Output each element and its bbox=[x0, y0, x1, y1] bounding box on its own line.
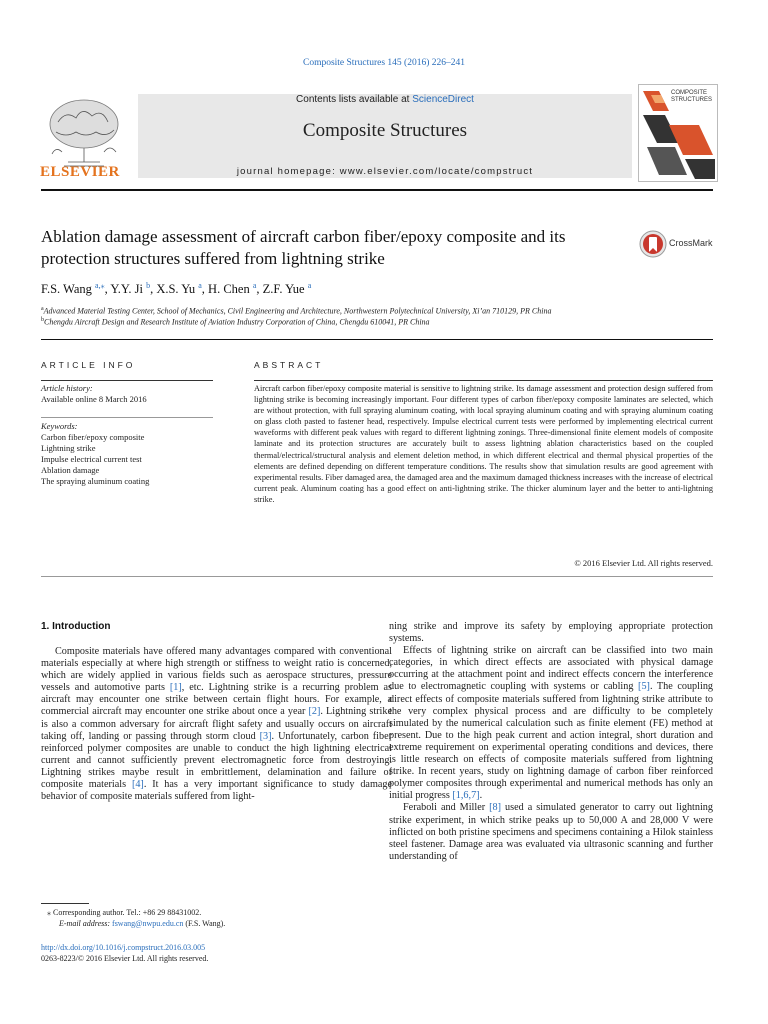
abstract-bottom-rule bbox=[41, 576, 713, 577]
author-affiliation-ref[interactable]: a bbox=[252, 281, 257, 290]
info-rule-1 bbox=[41, 380, 213, 381]
history-label: Article history: bbox=[41, 383, 93, 393]
sciencedirect-link[interactable]: ScienceDirect bbox=[412, 94, 474, 105]
body-text: Composite materials have offered many advantages compared with conventional materials especially at where high strength or stiffness to weight ratio is concerned, which are widely applied in various fields such as aerospace structures, pressure vessels and automotive parts bbox=[41, 646, 392, 694]
corresponding-author-line: ⁎ Corresponding author. Tel.: +86 29 88431002. bbox=[47, 908, 202, 917]
journal-name: Composite Structures bbox=[302, 120, 468, 141]
keyword: Carbon fiber/epoxy composite bbox=[41, 432, 145, 442]
affiliation-label: a bbox=[41, 306, 44, 312]
email-line bbox=[41, 918, 225, 929]
affiliation-a bbox=[41, 306, 551, 316]
journal-cover-thumbnail bbox=[638, 84, 718, 182]
author-name: H. Chen bbox=[208, 282, 253, 297]
article-info-rule bbox=[41, 339, 713, 340]
reference-link[interactable]: [1,6,7] bbox=[452, 790, 480, 802]
author-separator: , bbox=[150, 282, 157, 297]
author-separator: , bbox=[104, 282, 111, 297]
affiliation-b bbox=[41, 317, 430, 327]
keywords-block bbox=[41, 421, 213, 487]
email-suffix: (F.S. Wang). bbox=[185, 919, 226, 928]
reference-link[interactable]: [5] bbox=[638, 681, 650, 693]
author-name: Z.F. Yue bbox=[262, 282, 308, 297]
reference-link[interactable]: [1] bbox=[169, 682, 182, 694]
email-label: E-mail address: bbox=[59, 919, 111, 928]
author-affiliation-ref[interactable]: b bbox=[146, 281, 151, 290]
abstract-heading: ABSTRACT bbox=[254, 360, 324, 370]
email-link[interactable]: fswang@nwpu.edu.cn bbox=[112, 919, 184, 928]
keyword: The spraying aluminum coating bbox=[41, 476, 150, 486]
author-affiliation-ref[interactable]: a bbox=[198, 281, 202, 290]
crossmark-label: CrossMark bbox=[669, 238, 713, 248]
crossmark-button[interactable] bbox=[639, 230, 719, 258]
author-separator: , bbox=[201, 282, 209, 297]
footnote-rule bbox=[41, 903, 89, 904]
doi-block bbox=[41, 942, 208, 964]
contents-line bbox=[138, 94, 632, 105]
author-name: X.S. Yu bbox=[156, 282, 199, 297]
history-value: Available online 8 March 2016 bbox=[41, 394, 147, 404]
paragraph: ning strike and improve its safety by employing appropriate protection systems. bbox=[389, 621, 713, 645]
body-column-right bbox=[389, 621, 713, 863]
body-column-left bbox=[41, 646, 392, 803]
abstract-text: Aircraft carbon fiber/epoxy composite material is sensitive to lightning strike. Its damage assessment and protection design suffered from lightning strike is becoming increasingly important. Four different types of carbon fiber/epoxy composite laminates are selected, which are without protection, with full spraying aluminum coating, with local spraying aluminum coating and with spraying aluminum coating on glass cloth pasted to fastener head, respectively. Impulse electrical current tests were performed by implementing electrical current waveforms with different peak values with regard to different lightning zonings. Three-dimensional finite element models of composite laminate and its protection structures are accurately built to assess lightning ablation characteristics based on the coupled thermal/electrical/structural analysis and element deletion method, in which different electrical and thermal physical properties of the elements are defined depending on different temperature conditions. The results show that simulation results are good agreement with experimental results. Fiber damaged area, the damaged area and the maximum damaged thickness increases with the increase of electrical current peak. Aluminum coating has a good effect on anti-lightning strike. The thicker aluminum layer and the better to anti-lightning strike. bbox=[254, 384, 713, 504]
contents-prefix: Contents lists available at bbox=[296, 94, 410, 105]
reference-link[interactable]: [2] bbox=[308, 706, 321, 718]
crossmark-icon bbox=[639, 230, 667, 258]
abstract-copyright: © 2016 Elsevier Ltd. All rights reserved. bbox=[574, 558, 713, 568]
corresponding-author-footnote bbox=[41, 907, 225, 929]
reference-link[interactable]: [8] bbox=[489, 802, 502, 814]
affiliation-text: Chengdu Aircraft Design and Research Institute of Aviation Industry Corporation of China, Chengdu 610041, PR China bbox=[44, 317, 430, 327]
keyword: Lightning strike bbox=[41, 443, 96, 453]
paragraph bbox=[389, 802, 713, 862]
paragraph bbox=[389, 645, 713, 802]
reference-link[interactable]: [3] bbox=[259, 730, 272, 742]
info-rule-2 bbox=[41, 417, 213, 418]
keywords-label: Keywords: bbox=[41, 421, 78, 431]
section-heading-introduction: 1. Introduction bbox=[41, 621, 111, 632]
author-list bbox=[41, 281, 311, 297]
author-affiliation-ref[interactable]: a bbox=[307, 281, 312, 290]
body-text: . bbox=[479, 790, 483, 802]
doi-link[interactable]: http://dx.doi.org/10.1016/j.compstruct.2016.03.005 bbox=[41, 943, 206, 952]
body-text: . It has a very important significance to study damage behavior of composite materials suffered from light- bbox=[41, 779, 393, 803]
cover-title: COMPOSITE STRUCTURES bbox=[671, 90, 713, 103]
body-text: . The coupling direct effects of composite materials suffered from lightning strike attribute to the very complex physical process and are difficulty to be completely simulated by the numerical calculation such as finite element (FE) method at present. Due to the high peak current and action integral, short duration and extreme requirement on experimental operating conditions and devices, there is little research on effects of composite materials suffered from lightning strike. In recent years, study on lightning damage of carbon fiber reinforced polymer composites through experimental and numerical methods has only an initial progress bbox=[389, 681, 714, 802]
affiliation-text: Advanced Material Testing Center, School of Mechanics, Civil Engineering and Architecture, Northwestern Polytechnical University, Xi’an 710129, PR China bbox=[43, 306, 552, 316]
body-text: Feraboli and Miller bbox=[403, 802, 490, 814]
elsevier-wordmark: ELSEVIER bbox=[40, 164, 120, 180]
author-affiliation-ref[interactable]: a,⁎ bbox=[95, 281, 105, 290]
affiliation-label: b bbox=[41, 317, 44, 323]
keyword: Ablation damage bbox=[41, 465, 100, 475]
article-title: Ablation damage assessment of aircraft carbon fiber/epoxy composite and its protection structures suffered from lightning strike bbox=[41, 227, 566, 268]
author-name: F.S. Wang bbox=[41, 282, 96, 297]
paragraph bbox=[41, 646, 392, 803]
body-text: used a simulated generator to carry out lightning strike experiment, in which strike peaks up to 50,000 A and 28,000 V were inflicted on both pristine specimens and specimens containing a Hilok stainless steel fastener. Damage area was evaluated via ultrasonic scanning and further understanding of bbox=[389, 802, 713, 862]
header-rule bbox=[41, 189, 713, 191]
journal-homepage[interactable]: journal homepage: www.elsevier.com/locate/compstruct bbox=[236, 166, 534, 177]
article-history bbox=[41, 383, 213, 405]
body-text: . Unfortunately, carbon fiber reinforced polymer composites are unable to conduct the high lightning electrical current and cannot sufficiently prevent electromagnetic force from destroying. Lightning strikes maybe result in embrittlement, delamination and failure of composite materials bbox=[41, 730, 392, 791]
journal-citation-link[interactable]: Composite Structures 145 (2016) 226–241 bbox=[302, 58, 465, 68]
body-text: . Lightning strike is also a common adversary for aircraft flight safety and usually occurs on aircraft taking off, landing or passing through storm cloud bbox=[41, 706, 392, 742]
body-text: , etc. Lightning strike is a recurring problem as aircraft may encounter one strike between certain flight hours. For example, a commercial aircraft may encounter one strike about once a year bbox=[41, 682, 392, 718]
article-info-heading: ARTICLE INFO bbox=[41, 360, 136, 370]
keyword: Impulse electrical current test bbox=[41, 454, 142, 464]
author-name: Y.Y. Ji bbox=[110, 282, 147, 297]
abstract-rule bbox=[254, 380, 713, 381]
reference-link[interactable]: [4] bbox=[131, 779, 144, 791]
author-separator: , bbox=[256, 282, 263, 297]
body-text: Effects of lightning strike on aircraft can be classified into two main categories, in which direct effects are associated with physical damage occurring at the attachment point and indirect effects concern the interference due to electromagnetic coupling with systems or cabling bbox=[389, 645, 713, 693]
issn-line: 0263-8223/© 2016 Elsevier Ltd. All rights reserved. bbox=[41, 954, 209, 963]
